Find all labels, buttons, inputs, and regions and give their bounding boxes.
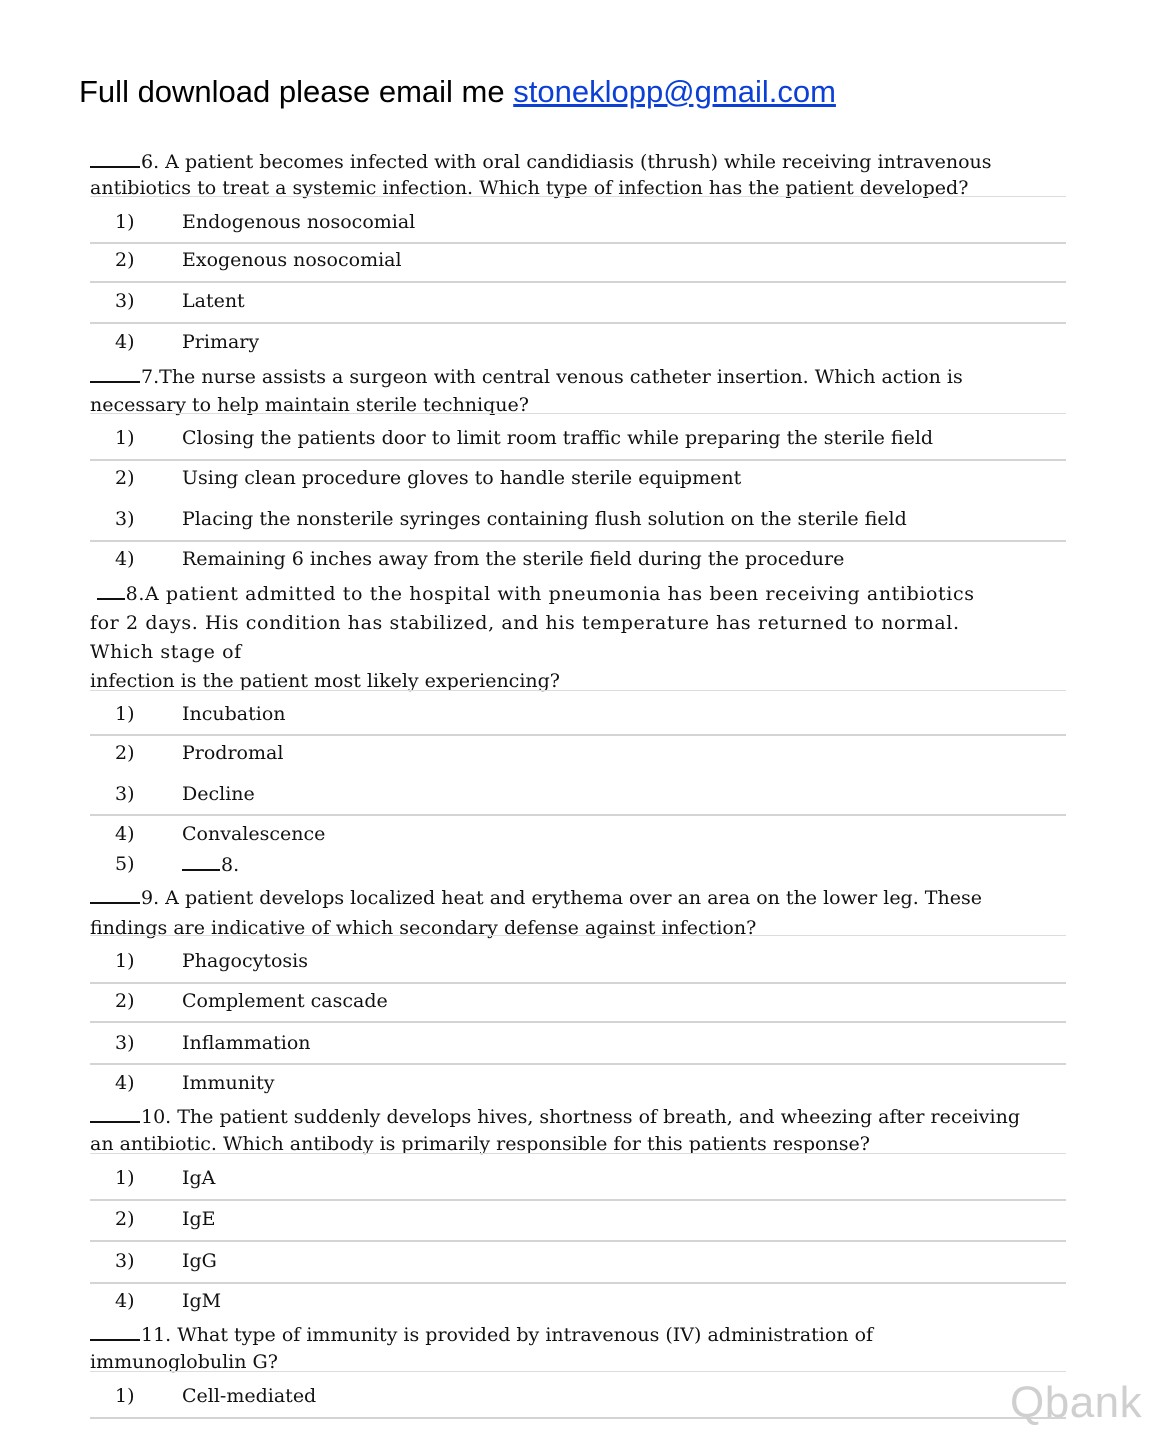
option-row[interactable]: 4) IgM [115, 1290, 222, 1312]
option-row[interactable]: 3) Inflammation [115, 1032, 311, 1054]
question-line: for 2 days. His condition has stabilized, and his temperature has returned to normal. [90, 612, 960, 634]
answer-blank[interactable] [182, 853, 220, 871]
question-line: A patient admitted to the hospital with pneumonia has been receiving antibiotics [144, 583, 975, 605]
option-row[interactable]: 1) IgA [115, 1167, 216, 1189]
question-number: 10. [141, 1106, 172, 1128]
option-row[interactable]: 4) Remaining 6 inches away from the sterile field during the procedure [115, 548, 845, 570]
question-line: antibiotics to treat a systemic infection. Which type of infection has the patient developed? [90, 177, 969, 199]
question-number: 6. [141, 151, 160, 173]
question-line: What type of immunity is provided by intravenous (IV) administration of [171, 1324, 874, 1346]
question-10 [90, 1104, 1050, 1158]
question-line: findings are indicative of which secondary defense against infection? [90, 917, 757, 939]
question-6 [90, 149, 1050, 201]
answer-blank[interactable] [90, 150, 140, 168]
option-row[interactable]: 1) Incubation [115, 703, 286, 725]
option-row[interactable]: 2) IgE [115, 1208, 216, 1230]
question-line: The patient suddenly develops hives, shortness of breath, and wheezing after receiving [171, 1106, 1021, 1128]
option-row[interactable]: 1) Endogenous nosocomial [115, 211, 416, 233]
question-line: infection is the patient most likely experiencing? [90, 670, 560, 692]
option-row[interactable]: 1) Phagocytosis [115, 950, 308, 972]
option-row[interactable]: 3) Placing the nonsterile syringes containing flush solution on the sterile field [115, 508, 907, 530]
option-row[interactable]: 4) Immunity [115, 1072, 275, 1094]
option-row[interactable]: 1) Closing the patients door to limit room traffic while preparing the sterile field [115, 427, 934, 449]
option-row[interactable]: 4) Primary [115, 331, 260, 353]
download-banner [79, 74, 836, 110]
answer-blank[interactable] [90, 1323, 140, 1341]
option-row[interactable]: 5) 8. [115, 853, 240, 876]
option-row[interactable]: 2) Using clean procedure gloves to handle sterile equipment [115, 467, 742, 489]
question-number: 9. [141, 887, 160, 909]
question-8 [90, 580, 1050, 696]
option-row[interactable]: 3) Decline [115, 783, 255, 805]
option-row[interactable]: 1) Cell-mediated [115, 1385, 317, 1407]
question-11 [90, 1322, 1050, 1376]
answer-blank[interactable] [97, 582, 125, 600]
option-row[interactable]: 2) Prodromal [115, 742, 284, 764]
option-row[interactable]: 2) Complement cascade [115, 990, 388, 1012]
option-row[interactable]: 2) Exogenous nosocomial [115, 249, 402, 271]
question-line: immunoglobulin G? [90, 1351, 278, 1373]
question-9 [90, 883, 1050, 943]
question-line: an antibiotic. Which antibody is primarily responsible for this patients response? [90, 1133, 870, 1155]
answer-blank[interactable] [90, 365, 140, 383]
question-line: A patient develops localized heat and erythema over an area on the lower leg. These [159, 887, 982, 909]
question-7 [90, 364, 1050, 418]
question-number: 11. [141, 1324, 172, 1346]
question-line: Which stage of [90, 641, 242, 663]
question-line: The nurse assists a surgeon with central venous catheter insertion. Which action is [159, 366, 963, 388]
qbank-watermark: Qbank [1010, 1378, 1143, 1427]
question-line: A patient becomes infected with oral candidiasis (thrush) while receiving intravenous [159, 151, 992, 173]
banner-text: Full download please email me [79, 74, 514, 109]
question-line: necessary to help maintain sterile technique? [90, 394, 529, 416]
option-row[interactable]: 4) Convalescence [115, 823, 326, 845]
question-number: 7. [141, 366, 160, 388]
option-row[interactable]: 3) IgG [115, 1250, 217, 1272]
email-link[interactable]: stoneklopp@gmail.com [513, 74, 836, 109]
answer-blank[interactable] [90, 1105, 140, 1123]
question-number: 8. [125, 583, 145, 605]
answer-blank[interactable] [90, 886, 140, 904]
option-row[interactable]: 3) Latent [115, 290, 245, 312]
